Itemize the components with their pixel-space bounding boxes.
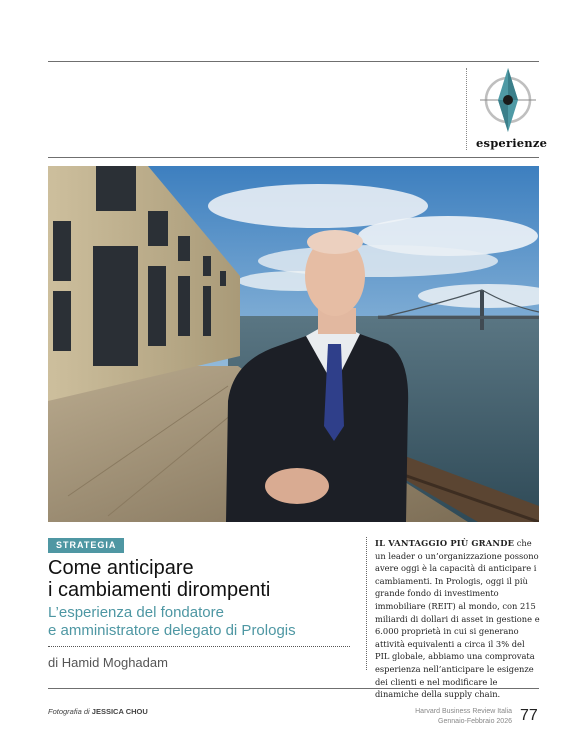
- article-body: [375, 537, 540, 701]
- top-rule: [48, 61, 539, 62]
- issue-date: Gennaio-Febbraio 2026: [438, 717, 512, 725]
- header-rule: [48, 157, 539, 158]
- hero-photo: [48, 166, 539, 522]
- page-number: 77: [520, 707, 538, 724]
- subtitle-line-1: L’esperienza del fondatore: [48, 604, 224, 621]
- section-logo: [466, 68, 548, 152]
- photo-credit-label: Fotografia di: [48, 707, 90, 716]
- publication-name: Harvard Business Review Italia: [415, 708, 512, 715]
- category-tag: STRATEGIA: [48, 538, 124, 553]
- photo-credit: [48, 707, 148, 716]
- section-label: esperienze: [476, 136, 548, 150]
- column-divider: [366, 537, 367, 670]
- compass-icon: [474, 68, 538, 132]
- lead-in: IL VANTAGGIO PIÙ GRANDE: [375, 538, 515, 548]
- photographer-name: JESSICA CHOU: [91, 707, 148, 716]
- byline-rule: [48, 646, 350, 647]
- body-paragraph: che un leader o un’organizzazione possono avere oggi è la capacità di anticipare i cambiamenti. In Prologis, oggi il più grande fondo di investimento immobiliare (REIT) al mondo, con 215 miliardi di dollari di asset in gestione e 6.000 proprietà in cui si generano attività equivalenti a circa il 3% del PIL globale, abbiamo una comprovata esperienza nell’anticipare le esigenze dei clienti e nel modificare le dinamiche della supply chain.: [375, 538, 540, 700]
- article-subtitle: [48, 604, 353, 640]
- logo-dotted-divider: [466, 68, 467, 150]
- article-title: [48, 557, 353, 601]
- title-line-1: Come anticipare: [48, 557, 194, 579]
- publication-info: [390, 707, 512, 726]
- footer-rule: [48, 688, 539, 689]
- byline: di Hamid Moghadam: [48, 655, 168, 670]
- title-line-2: i cambiamenti dirompenti: [48, 579, 271, 601]
- subtitle-line-2: e amministratore delegato di Prologis: [48, 622, 296, 639]
